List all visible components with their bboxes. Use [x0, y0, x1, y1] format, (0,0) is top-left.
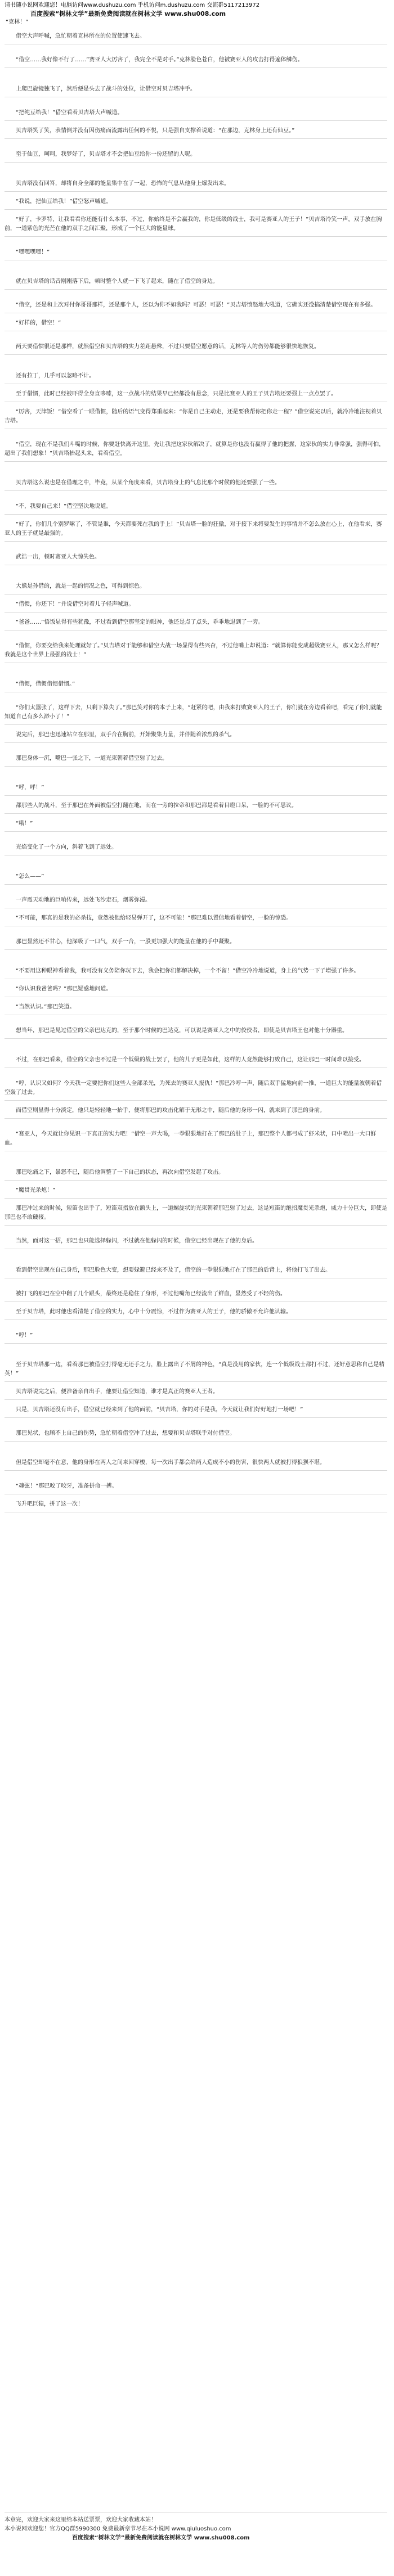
paragraph: 借空大声呼喊，急忙朝着克林所在的位置使速飞去。 [5, 29, 387, 44]
paragraph: 一声震天动地的巨响传来，远处飞沙走石，烟雾弥漫。 [5, 893, 387, 908]
paragraph: “借惯，你还下！”并说借空对着儿子轻声喊道。 [5, 597, 387, 613]
page-footer [5, 2509, 387, 2543]
paragraph: “好了，你们几个别罗嗦了，不管是谁，今天都要死在我的手上！”贝吉塔一脸的狂傲，对于接下来将要发生的事情并不怎么放在心上，在他看来，赛亚人的王子就是最强的。 [5, 517, 387, 542]
site-banner[interactable]: 请书随小说网欢迎您！电脑访问www.dushuzu.com 手机访问m.dushuzu.com 交流群5117213972 [5, 2, 260, 8]
paragraph: 但是借空却毫不在意，他的身形在两人之间来回穿梭，每一次出手都会给两人造成不小的伤害，很快两人就被打得狼狈不堪。 [5, 1455, 387, 1471]
paragraph: 只是，贝吉塔还没有出手，借空就已经来到了他的面前，“贝吉塔，你的对手是我，今天就让我们好好地打一场吧！” [5, 1402, 387, 1418]
footer-line-3[interactable]: 百度搜索“树林文学”最新免费阅读就在树林文学 www.shu008.com [72, 2535, 250, 2541]
paragraph: 光焰变化了一个方向，斜着飞到了远处。 [5, 840, 387, 855]
paragraph: “借空……我好像不行了……”赛亚人大厉害了，我完全不是对手。”克林脸色苍白，他被赛亚人的攻击打得遍体鳞伤。 [5, 52, 387, 68]
footer-line-1: 本章完，欢迎大家来这里给本站送票票，欢迎大家收藏本站！ [5, 2517, 156, 2523]
paragraph: 还有拉丁，几乎可以忽略不计。 [5, 368, 387, 384]
paragraph: “怎么——” [5, 869, 387, 885]
paragraph: “厉害，天津饭！”借空看了一眼借惯，随后的语气变得郑重起来：“你是自己主动走，还是要我帮你把你走一程？”借空说完以后，就冷冷地注视着贝吉塔。 [5, 404, 387, 429]
paragraph: “不，我要自己来！”借空坚决地说道。 [5, 499, 387, 515]
paragraph: 至于借惯，此时已经被吓得全身直哆嗦，这一点战斗的结果早已经都没有悬念，只是比赛亚人的王子贝吉塔还要强上一点点罢了。 [5, 386, 387, 402]
paragraph: 而借空则显得十分淡定，他只是轻轻地一抬手，便将那巴的攻击化解于无形之中，随后他的身形一闪，就来到了那巴的身前。 [5, 1103, 387, 1119]
paragraph: 被打飞的那巴在空中翻了几个跟头，最终还是稳住了身形，不过他嘴角已经流出了鲜血，显然受了不轻的伤。 [5, 1286, 387, 1302]
paragraph: 贝吉塔没有回答，却将自身全部的能量集中在了一起，恐怖的气息从他身上爆发出来。 [5, 176, 387, 192]
paragraph: “呼，呼！” [5, 780, 387, 796]
paragraph: 就在贝吉塔的话音刚刚落下后，顿时整个人就一下飞了起来，随在了借空的身边。 [5, 274, 387, 290]
paragraph: 贝吉塔笑了笑，表情倒并没有因伤痛而流露出任何的不悦，只是强自支撑着说道：“在那边，克林身上还有仙豆。” [5, 123, 387, 139]
paragraph: “你认识我爸爸吗？”那巴疑惑地问道。 [5, 981, 387, 997]
paragraph: 大熊是孙借的，就是一起的情况之色，可得到惊色。 [5, 579, 387, 595]
paragraph: 看到借空出现在自己身后，那巴脸色大变，想要躲避已经来不及了，借空的一拳狠狠地打在了那巴的后背上，将他打飞了出去。 [5, 1263, 387, 1278]
paragraph: 飞升吧巨猿，拼了这一次！ [5, 1497, 387, 1512]
paragraph: 至于贝吉塔，此时他也看清楚了借空的实力，心中十分震惊，不过作为赛亚人的王子，他的骄傲不允许他认输。 [5, 1304, 387, 1320]
paragraph: “好样的，借空！” [5, 316, 387, 331]
paragraph: 那巴冲过来的时候，短笛也出手了，短笛双指放在额头上，一道螺旋状的光束朝着那巴射了过去，这是短笛的绝招魔贯光杀炮，威力十分巨大，即使是那巴也不敢硬接。 [5, 1201, 387, 1226]
paragraph: 那巴显然还不甘心，他深吸了一口气，双手一合，一股更加强大的能量在他的手中凝聚。 [5, 934, 387, 950]
paragraph: “好了，卡罗特，让我看看你还能有什么本事，不过，你始终是不会赢我的，你是低级的战士，我可是赛亚人的王子！”贝吉塔冷笑一声，双手放在胸前，一道紫色的光芒在他的双手之间汇聚，形成了一个巨大的能量球。 [5, 212, 387, 237]
paragraph: 当然，面对这一招，那巴也只能选择躲闪，不过就在他躲闪的时候，借空已经出现在了他的身后。 [5, 1233, 387, 1249]
paragraph: “魂弦！”那巴咬了咬牙，准备拼命一搏。 [5, 1479, 387, 1494]
paragraph: “哼，认识又如何？今天我一定要把你们这些人全部杀光，为死去的赛亚人报仇！”那巴冷哼一声，随后双手猛地向前一推，一道巨大的能量波朝着借空轰了过去。 [5, 1076, 387, 1101]
paragraph: “借空，现在不是我们斗嘴的时候，你要赶快离开这里，先让我把这家伙解决了，就算是你也没有赢得了他的把握，这家伙的实力非常强，强得可怕，超出了我们想象！”贝吉塔抬起头来，看着借空。 [5, 437, 387, 462]
paragraph: “当然认识。”那巴笑道。 [5, 999, 387, 1015]
paragraph: “不可能，那真的是我的必杀技，竟然被他给轻易弹开了，这不可能！”那巴难以置信地看着借空，一脸的惊恐。 [5, 911, 387, 926]
paragraph: “哼！” [5, 1328, 387, 1344]
search-promo[interactable]: 百度搜索“树林文学”最新免费阅读就在树林文学 www.shu008.com [30, 10, 226, 17]
paragraph: 那巴吃痛之下，暴怒不已，随后他调整了一下自己的状态，再次向借空发起了攻击。 [5, 1165, 387, 1181]
paragraph: “借空，还是和上次对付你哥哥那样，还是那个人，还以为你不如我吗？可恶！可恶！”贝吉塔愤怒地大吼道，它确实还没搞清楚借空现在有多强。 [5, 298, 387, 313]
paragraph: 贝吉塔说完之后，便准备亲自出手，他要让借空知道，谁才是真正的赛亚人王者。 [5, 1384, 387, 1400]
paragraph: 不过，在那巴看来，借空的父亲也不过是一个低级的战士罢了，他的儿子更是如此，这样的人竟然能够打败自己，这让那巴一时间难以接受。 [5, 1052, 387, 1068]
paragraph: “不要用这种眼神看着我，我可没有义务陪你玩下去，我会把你们都解决掉，一个不留！”借空冷冷地说道，身上的气势一下子增强了许多。 [5, 963, 387, 979]
paragraph: “嘿嘿嘿嘿！” [5, 245, 387, 260]
paragraph: 贝吉塔这么说也是在借理之中，毕竟，从某个角度来看，贝吉塔身上的气息比那个时候的他还要强了一些。 [5, 475, 387, 491]
paragraph: “魔贯光杀炮！” [5, 1183, 387, 1199]
paragraph: “哦！” [5, 816, 387, 832]
paragraph: “我说，把仙豆给我！”借空怒声喊道。 [5, 194, 387, 210]
paragraph: 上爬巴旋镜独飞了，然后便是头去了战斗的处位，让借空对贝吉塔冲手。 [5, 82, 387, 97]
paragraph: “赛亚人，今天就让你见识一下真正的实力吧！”借空一声大喝，一拳狠狠地打在了那巴的肚子上，那巴整个人都弓成了虾米状，口中喷出一大口鲜血。 [5, 1127, 387, 1151]
paragraph: 武浩一出，顿时赛亚人大惊失色。 [5, 550, 387, 565]
paragraph: 那巴身体一沉，嘴巴一张之下，一道光束朝着借空射了过去。 [5, 751, 387, 767]
paragraph: “借惯，借惯借惯借惯。” [5, 677, 387, 692]
paragraph: 想当年，那巴是见过借空的父亲巴达克的，至于那个时候的巴达克，可以说是赛亚人之中的佼佼者，即使是贝吉塔王也对他十分器重。 [5, 1023, 387, 1039]
paragraph: 都那些人的战斗，至于那巴在外面被借空打翻在地，而在一旁的拉帝和那巴都是看着目瞪口呆，一脸的不可思议。 [5, 798, 387, 814]
footer-line-2[interactable]: 本小说网欢迎您！官方QQ群5990300 免费最新章节尽在本小说网 www.qiuluoshuo.com [5, 2526, 231, 2532]
chapter-opening-line: “克林！” [6, 19, 29, 25]
paragraph: “把纯豆给我！”借空看着贝吉塔大声喊道。 [5, 105, 387, 121]
paragraph: 至于贝吉塔那一边，看着那巴被借空打得毫无还手之力，脸上露出了不屑的神色，“真是没用的家伙，连一个低级战士都打不过，还好意思称自己是精英！” [5, 1357, 387, 1382]
page-header [5, 0, 387, 26]
chapter-content [5, 29, 387, 1512]
paragraph: 那巴见状，也顾不上自己的伤势，急忙朝着借空冲了过去，想要和贝吉塔联手对付借空。 [5, 1426, 387, 1442]
paragraph: “借惯，你要交给我来处理就好了。”贝吉塔对于能够和借空大战一场显得有些兴奋，不过他嘴上却说道：“就算你能变成超级赛亚人，那又怎么样呢？我就是这个世界上最强的战士！” [5, 638, 387, 663]
paragraph: 两天要借惯很还是那样，就然借空和贝吉塔的实力差距悬殊，不过只要借空愿意的话，克林等人的伤势都能够很快地恢复。 [5, 339, 387, 355]
paragraph: 说完后，那巴也迅速站立在那里，双手合在胸前，开始聚集力量，并伴随着浓烈的杀气。 [5, 727, 387, 743]
paragraph: 至于仙豆，呵呵，我梦好了，贝吉塔才不会把仙豆给你一份还留的人呢。 [5, 147, 387, 163]
paragraph: “你们太嚣张了，这样下去，只剩下算失了。”那巴笑对你的本子上来，“赶紧的吧，由我来打败赛亚人的王子，你们就在旁边看着吧，看完了你们就能知道自己有多么渺小了！” [5, 700, 387, 725]
paragraph: “爸爸……”悟饭显得有些犹豫，不过看到借空那坚定的眼神，他还是点了点头，乖乖地退到了一旁。 [5, 615, 387, 631]
